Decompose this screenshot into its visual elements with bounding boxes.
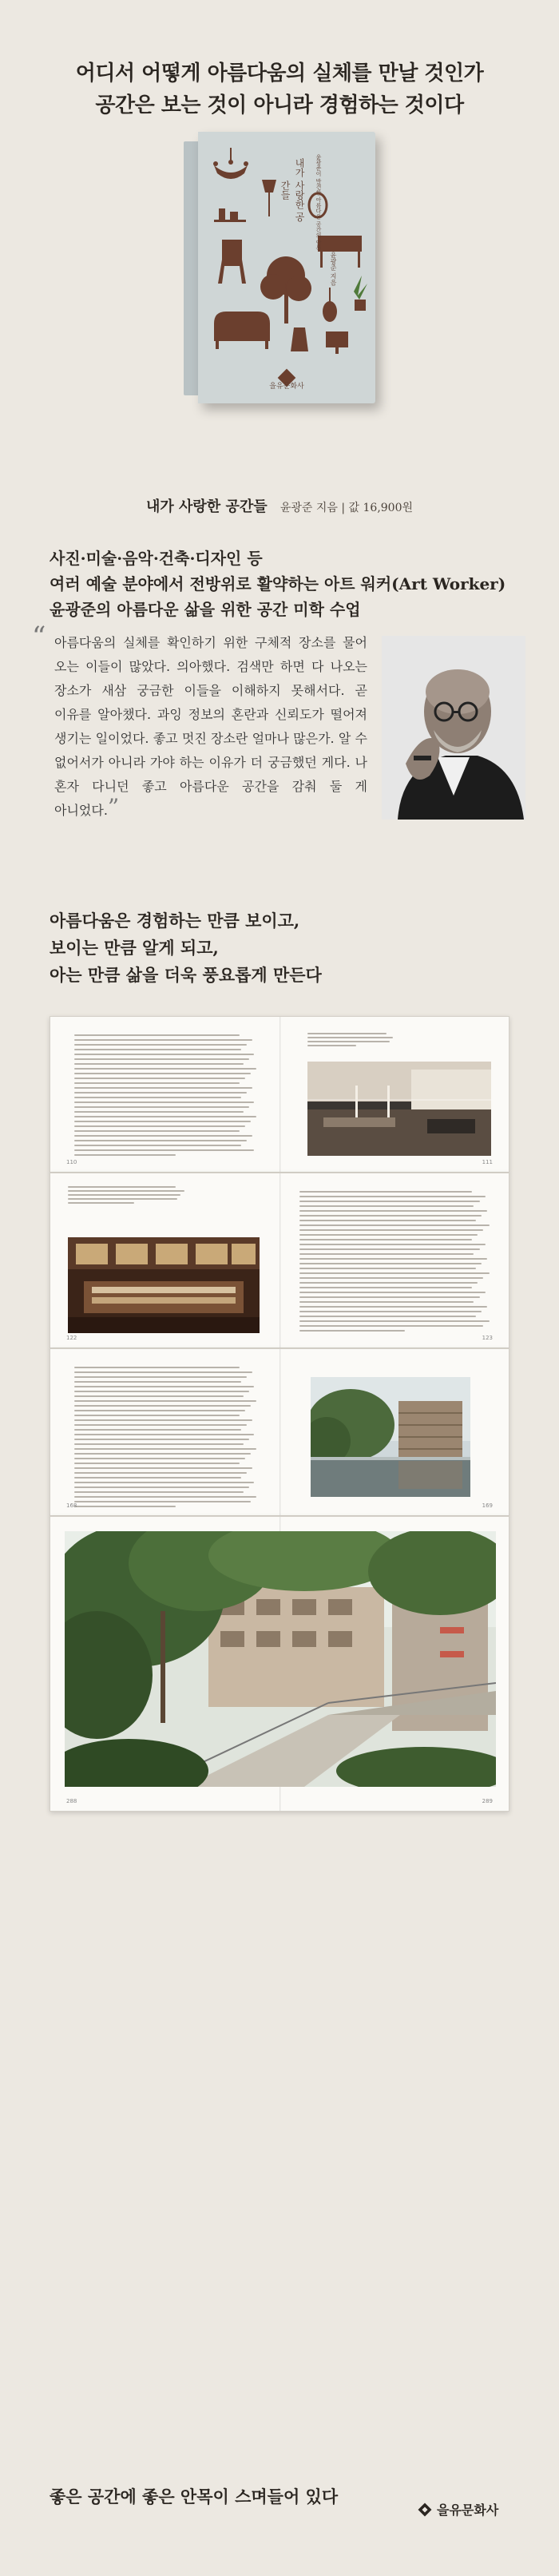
intro-line-3: 윤광준의 아름다운 삶을 위한 공간 미학 수업 xyxy=(50,600,361,619)
text-line xyxy=(74,1486,249,1488)
cover-subtitle: 윤광준이 발견한 아름다운 공간의 안목 xyxy=(315,154,322,251)
book-caption xyxy=(0,495,559,516)
text-line xyxy=(74,1506,176,1507)
text-line xyxy=(74,1106,249,1108)
text-line xyxy=(68,1186,176,1188)
text-line xyxy=(299,1296,480,1298)
cover-title: 내가 사랑한 공간들 xyxy=(280,158,305,222)
text-line xyxy=(74,1116,256,1117)
book-spread-1 xyxy=(50,1016,509,1173)
text-line xyxy=(74,1424,247,1426)
text-line xyxy=(74,1386,254,1387)
text-line xyxy=(307,1045,356,1046)
text-line xyxy=(299,1234,478,1236)
text-line xyxy=(74,1405,251,1407)
text-line xyxy=(299,1282,478,1284)
text-line xyxy=(74,1410,245,1411)
text-line xyxy=(74,1391,249,1392)
text-line xyxy=(299,1263,482,1264)
book-caption-meta: 윤광준 지음 | 값 16,900원 xyxy=(280,502,414,514)
quote-close-mark: ” xyxy=(107,794,120,820)
text-line xyxy=(299,1325,483,1327)
author-quote xyxy=(32,621,367,823)
text-line xyxy=(307,1041,390,1042)
quote-body: 아름다움의 실체를 확인하기 위한 구체적 장소를 물어 오는 이들이 많았다. 의아했다. 검색만 하면 다 나오는 장소가 새삼 궁금한 이들을 이해하지 못해서다. 곧 이유를 알아챘다. 과잉 정보의 혼란과 신뢰도가 떨어져 생기는 일이었다. 좋고 멋진 장소란 얼마나 많은가. 알 수 없어서가 아니라 가야 하는 이유가 더 궁금했던 게다. 나 혼자 다니던 좋고 아름다운 공간을 감춰 둘 게 아니었다. xyxy=(54,635,367,818)
intro-line-2: 여러 예술 분야에서 전방위로 활약하는 아트 워커(Art Worker) xyxy=(50,574,506,593)
section2-line-1: 아름다움은 경험하는 만큼 보이고, xyxy=(50,911,300,931)
book-cover xyxy=(184,132,375,403)
text-line xyxy=(299,1301,474,1303)
text-line xyxy=(74,1087,252,1089)
text-line xyxy=(299,1306,487,1308)
text-line xyxy=(74,1130,240,1132)
text-line xyxy=(74,1154,176,1156)
author-portrait xyxy=(382,636,525,820)
cover-author: 윤광준 지음 xyxy=(330,252,337,286)
text-line xyxy=(299,1239,472,1240)
text-line xyxy=(74,1439,249,1440)
publisher-logo xyxy=(418,2500,498,2518)
cover-publisher: 을유문화사 xyxy=(269,383,304,391)
text-line xyxy=(74,1068,256,1070)
closing-line: 좋은 공간에 좋은 안목이 스며들어 있다 xyxy=(50,2487,339,2507)
text-line xyxy=(299,1205,474,1207)
text-line xyxy=(74,1491,244,1493)
text-line xyxy=(74,1429,241,1431)
text-line xyxy=(74,1125,245,1127)
spread-4-photo xyxy=(65,1531,496,1787)
text-line xyxy=(299,1191,472,1193)
text-line xyxy=(299,1244,486,1245)
headline-line-2: 공간은 보는 것이 아니라 경험하는 것이다 xyxy=(95,93,464,117)
spread-4-page-left: 288 xyxy=(66,1798,77,1804)
text-line xyxy=(299,1320,490,1322)
spread-1-page-right: 111 xyxy=(482,1159,493,1165)
text-line xyxy=(74,1415,240,1416)
text-line xyxy=(74,1063,244,1065)
text-line xyxy=(299,1292,486,1293)
text-line xyxy=(74,1082,240,1084)
text-line xyxy=(74,1496,256,1498)
text-line xyxy=(74,1400,256,1402)
spread-3-page-left: 168 xyxy=(66,1502,77,1509)
spread-2-page-left: 122 xyxy=(66,1335,77,1341)
text-line xyxy=(74,1477,241,1479)
spread-1-page-left: 110 xyxy=(66,1159,77,1165)
intro-line-1: 사진·미술·음악·건축·디자인 등 xyxy=(50,549,263,568)
text-line xyxy=(74,1467,252,1469)
text-line xyxy=(68,1190,184,1192)
section2-line-2: 보이는 만큼 알게 되고, xyxy=(50,938,219,958)
text-line xyxy=(307,1033,387,1034)
text-line xyxy=(299,1316,476,1317)
text-line xyxy=(74,1419,252,1421)
text-line xyxy=(74,1092,247,1094)
text-line xyxy=(299,1196,486,1197)
text-line xyxy=(299,1272,490,1274)
spread-2-page-right: 123 xyxy=(482,1335,493,1341)
publisher-emblem-icon xyxy=(418,2503,432,2517)
text-line xyxy=(299,1287,472,1288)
text-line xyxy=(74,1367,240,1368)
text-line xyxy=(74,1395,244,1397)
text-line xyxy=(74,1149,254,1151)
intro-heading xyxy=(50,546,529,622)
text-line xyxy=(74,1097,241,1098)
text-line xyxy=(299,1248,480,1250)
text-line xyxy=(299,1277,483,1279)
book-front xyxy=(198,132,375,403)
quote-open-mark: “ xyxy=(32,621,46,653)
text-line xyxy=(74,1443,244,1445)
text-line xyxy=(74,1058,249,1060)
book-spread-3 xyxy=(50,1348,509,1516)
text-line xyxy=(68,1194,180,1196)
text-line xyxy=(74,1078,245,1079)
text-line xyxy=(299,1311,482,1312)
text-line xyxy=(74,1121,251,1122)
text-line xyxy=(74,1434,254,1435)
text-line xyxy=(74,1376,247,1378)
text-line xyxy=(74,1111,244,1113)
text-line xyxy=(74,1145,241,1146)
text-line xyxy=(74,1381,241,1383)
text-line xyxy=(299,1220,476,1221)
book-spread-2 xyxy=(50,1173,509,1348)
text-line xyxy=(299,1330,405,1332)
text-line xyxy=(299,1258,487,1260)
text-line xyxy=(68,1198,177,1200)
spread-4-page-right: 289 xyxy=(482,1798,493,1804)
text-line xyxy=(74,1371,252,1373)
text-line xyxy=(74,1458,245,1459)
publisher-name: 을유문화사 xyxy=(437,2503,499,2518)
headline xyxy=(0,58,559,121)
text-line xyxy=(299,1268,476,1269)
book-caption-title: 내가 사랑한 공간들 xyxy=(145,498,268,515)
quote-text xyxy=(32,631,367,823)
text-line xyxy=(299,1215,482,1217)
spread-3-photo xyxy=(311,1377,470,1497)
text-line xyxy=(299,1210,487,1212)
spread-1-photo xyxy=(307,1062,491,1156)
text-line xyxy=(74,1049,241,1050)
text-line xyxy=(299,1229,483,1231)
text-line xyxy=(74,1135,252,1137)
text-line xyxy=(74,1044,247,1046)
book-spread-4 xyxy=(50,1516,509,1812)
text-line xyxy=(74,1448,256,1450)
section2-line-3: 아는 만큼 삶을 더욱 풍요롭게 만든다 xyxy=(50,965,322,985)
text-line xyxy=(74,1039,252,1041)
text-line xyxy=(74,1140,247,1141)
text-line xyxy=(74,1463,240,1464)
text-line xyxy=(74,1453,251,1455)
text-line xyxy=(307,1037,393,1038)
section2-heading xyxy=(50,907,529,989)
text-line xyxy=(74,1054,254,1055)
text-line xyxy=(74,1034,240,1036)
text-line xyxy=(74,1501,251,1502)
text-line xyxy=(299,1253,474,1255)
spread-2-photo xyxy=(68,1237,260,1333)
text-line xyxy=(74,1073,251,1074)
spread-3-page-right: 169 xyxy=(482,1502,493,1509)
text-line xyxy=(74,1482,254,1483)
headline-line-1: 어디서 어떻게 아름다움의 실체를 만날 것인가 xyxy=(75,62,484,85)
text-line xyxy=(68,1202,134,1204)
text-line xyxy=(299,1201,480,1202)
text-line xyxy=(74,1472,247,1474)
text-line xyxy=(74,1101,254,1103)
text-line xyxy=(299,1224,490,1226)
